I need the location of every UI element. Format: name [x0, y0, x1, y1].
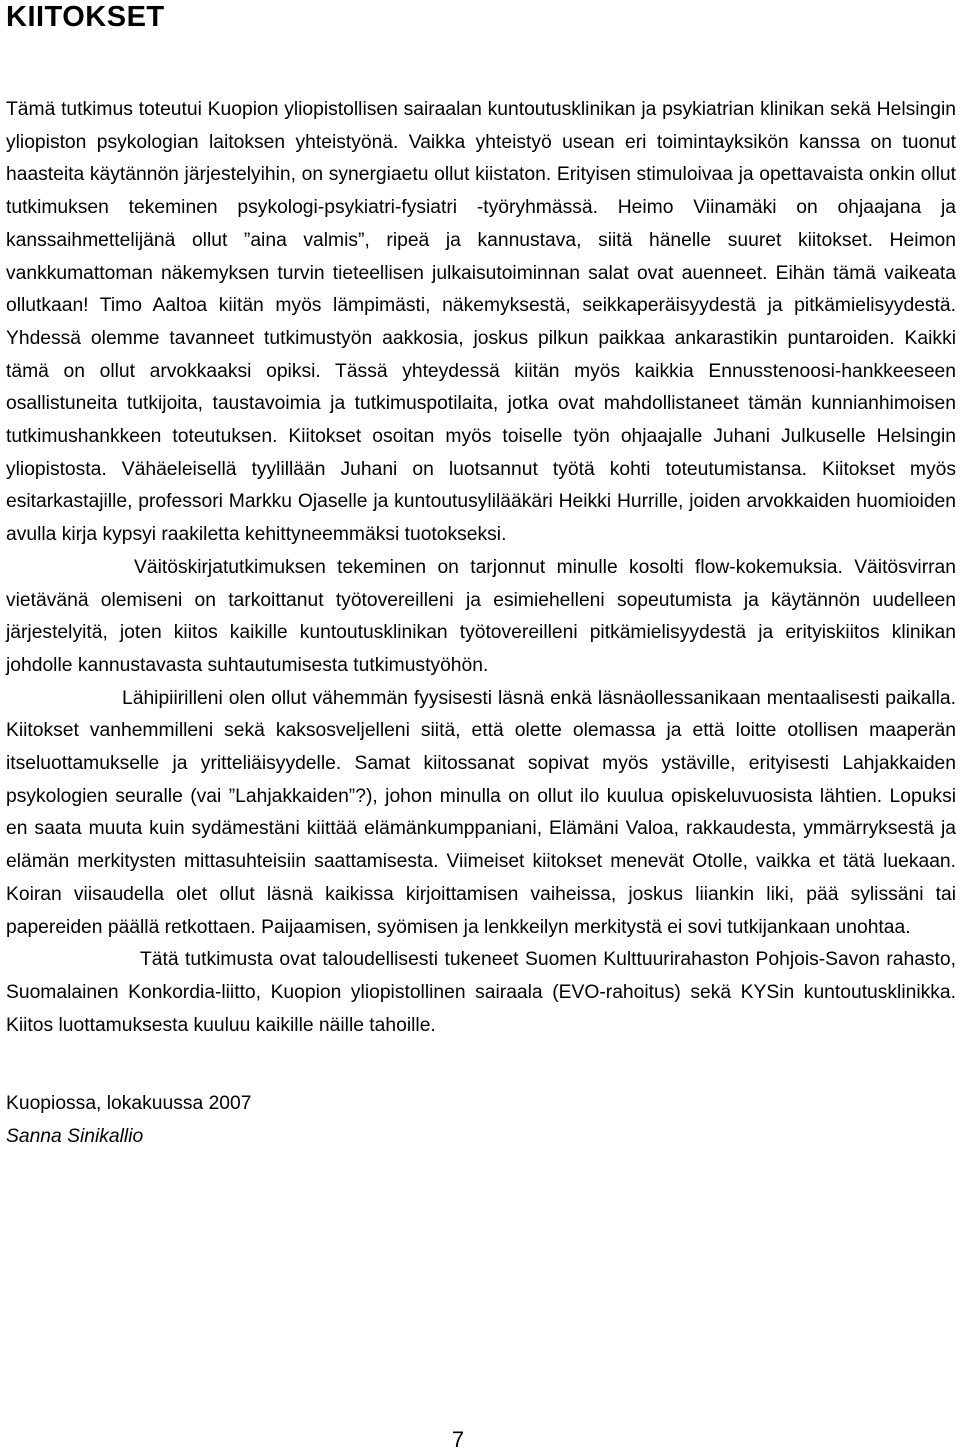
document-body [6, 94, 956, 1154]
author-name: Sanna Sinikallio [6, 1126, 144, 1148]
paragraph-2: Väitöskirjatutkimuksen tekeminen on tarjonnut minulle kosolti flow-kokemuksia. Väitösvirran vietävänä olemiseni on tarkoittanut työtovereilleni ja esimiehelleni sopeutumista ja käytännön uudelleen järjestelyitä, joten kiitos kaikille kuntoutusklinikan työtovereilleni pitkämielisyydestä ja erityiskiitos klinikan johdolle kannustavasta suhtautumisesta tutkimustyöhön. [6, 556, 956, 676]
spacer [6, 1042, 956, 1088]
paragraph-1: Tämä tutkimus toteutui Kuopion yliopistollisen sairaalan kuntoutusklinikan ja psykiatrian klinikan sekä Helsingin yliopiston psykologian laitoksen yhteistyönä. Vaikka yhteistyö usean eri toimintayksikön kanssa on tuonut haasteita käytännön järjestelyihin, on synergiaetu ollut kiistaton. Erityisen stimuloivaa ja opettavaista onkin ollut tutkimuksen tekeminen psykologi-psykiatri-fysiatri -työryhmässä. Heimo Viinamäki on ohjaajana ja kanssaihmettelijänä ollut ”aina valmis”, ripeä ja kannustava, siitä hänelle suuret kiitokset. Heimon vankkumattoman näkemyksen turvin tieteellisen julkaisutoiminnan salat ovat auenneet. Eihän tämä vaikeata ollutkaan! Timo Aaltoa kiitän myös lämpimästi, näkemyksestä, seikkaperäisyydestä ja pitkämielisyydestä. Yhdessä olemme tavanneet tutkimustyön aakkosia, joskus pilkun paikkaa ankarastikin puntaroiden. Kaikki tämä on ollut arvokkaaksi opiksi. Tässä yhteydessä kiitän myös kaikkia Ennusstenoosi-hankkeeseen osallistuneita tutkijoita, taustavoimia ja tutkimuspotilaita, jotka ovat mahdollistaneet tämän kunnianhimoisen tutkimushankkeen toteutuksen. Kiitokset osoitan myös toiselle työn ohjaajalle Juhani Julkuselle Helsingin yliopistosta. Vähäeleisellä tyylillään Juhani on luotsannut työtä kohti toteutumistansa. Kiitokset myös esitarkastajille, professori Markku Ojaselle ja kuntoutusylilääkäri Heikki Hurrille, joiden arvokkaiden huomioiden avulla kirja kypsyi raakiletta kehittyneemmäksi tuotokseksi. [6, 99, 956, 546]
paragraph-3: Lähipiirilleni olen ollut vähemmän fyysisesti läsnä enkä läsnäollessanikaan mentaalisesti paikalla. Kiitokset vanhemmilleni sekä kaksosveljelleni siitä, että olette olemassa ja että loitte otollisen maaperän itseluottamukselle ja yritteliäisyydelle. Samat kiitossanat sopivat myös ystäville, erityisesti Lahjakkaiden psykologien seuralle (vai ”Lahjakkaiden”?), johon minulla on ollut ilo kuulua opiskeluvuosista lähtien. Lopuksi en saata muuta kuin sydämestäni kiittää elämänkumppaniani, Elämäni Valoa, rakkaudesta, ymmärryksestä ja elämän merkitysten mittasuhteisiin saattamisesta. Viimeiset kiitokset menevät Otolle, vaikka et tätä luekaan. Koiran viisaudella olet ollut läsnä kaikissa kirjoittamisen vaiheissa, joskus liiankin liki, pää sylissäni tai papereiden päällä retkottaen. Paijaamisen, syömisen ja lenkkeilyn merkitystä ei sovi tutkijankaan unohtaa. [6, 687, 956, 938]
place-date: Kuopiossa, lokakuussa 2007 [6, 1093, 252, 1115]
page-number: 7 [451, 1427, 465, 1452]
paragraph-4: Tätä tutkimusta ovat taloudellisesti tukeneet Suomen Kulttuurirahaston Pohjois-Savon rahasto, Suomalainen Konkordia-liitto, Kuopion yliopistollinen sairaala (EVO-rahoitus) sekä KYSin kuntoutusklinikka. Kiitos luottamuksesta kuuluu kaikille näille tahoille. [6, 949, 956, 1036]
page-title: KIITOKSET [6, 1, 165, 33]
